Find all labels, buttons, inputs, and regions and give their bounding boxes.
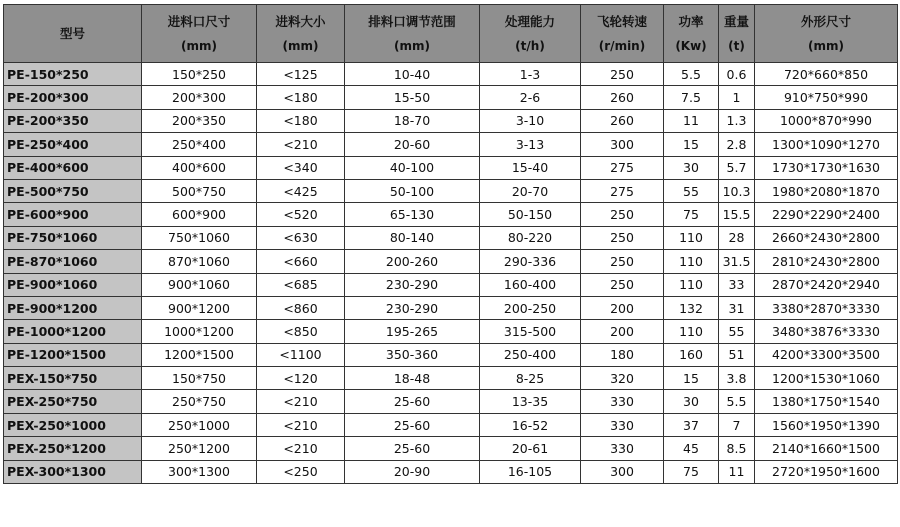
cell-discharge-range: 40-100 <box>345 156 480 179</box>
cell-feed-opening: 150*250 <box>142 63 257 86</box>
cell-feed-size: <250 <box>257 460 345 483</box>
cell-discharge-range: 20-90 <box>345 460 480 483</box>
header-label: 重量 <box>723 13 749 29</box>
cell-weight: 33 <box>719 273 755 296</box>
table-row <box>4 203 898 226</box>
cell-model: PE-600*900 <box>4 203 142 226</box>
cell-dimensions: 4200*3300*3500 <box>755 343 898 366</box>
cell-dimensions: 910*750*990 <box>755 86 898 109</box>
cell-feed-size: <210 <box>257 390 345 413</box>
header-label: 进料大小 <box>275 13 326 29</box>
header-label: 排料口调节范围 <box>368 13 456 29</box>
cell-capacity: 8-25 <box>480 367 581 390</box>
header-capacity <box>480 5 581 63</box>
cell-weight: 11 <box>719 460 755 483</box>
cell-flywheel-speed: 260 <box>581 109 664 132</box>
header-discharge-range <box>345 5 480 63</box>
cell-capacity: 3-10 <box>480 109 581 132</box>
cell-feed-opening: 400*600 <box>142 156 257 179</box>
header-weight <box>719 5 755 63</box>
table-row <box>4 179 898 202</box>
cell-capacity: 160-400 <box>480 273 581 296</box>
cell-weight: 28 <box>719 226 755 249</box>
cell-flywheel-speed: 320 <box>581 367 664 390</box>
header-label: 型号 <box>59 25 85 41</box>
header-row <box>4 5 898 63</box>
cell-discharge-range: 50-100 <box>345 179 480 202</box>
cell-weight: 2.8 <box>719 133 755 156</box>
header-power <box>664 5 719 63</box>
cell-feed-opening: 870*1060 <box>142 250 257 273</box>
cell-flywheel-speed: 330 <box>581 390 664 413</box>
cell-model: PE-750*1060 <box>4 226 142 249</box>
header-unit: (mm) <box>808 38 844 53</box>
cell-discharge-range: 350-360 <box>345 343 480 366</box>
cell-power: 7.5 <box>664 86 719 109</box>
cell-capacity: 13-35 <box>480 390 581 413</box>
cell-weight: 51 <box>719 343 755 366</box>
cell-dimensions: 1000*870*990 <box>755 109 898 132</box>
cell-model: PE-200*300 <box>4 86 142 109</box>
cell-dimensions: 2290*2290*2400 <box>755 203 898 226</box>
header-flywheel-speed <box>581 5 664 63</box>
cell-feed-size: <660 <box>257 250 345 273</box>
cell-model: PE-200*350 <box>4 109 142 132</box>
cell-power: 30 <box>664 390 719 413</box>
cell-flywheel-speed: 250 <box>581 226 664 249</box>
cell-feed-opening: 250*1200 <box>142 437 257 460</box>
table-row <box>4 367 898 390</box>
cell-flywheel-speed: 330 <box>581 437 664 460</box>
header-unit: (mm) <box>181 38 217 53</box>
cell-power: 132 <box>664 296 719 319</box>
cell-capacity: 2-6 <box>480 86 581 109</box>
cell-dimensions: 2810*2430*2800 <box>755 250 898 273</box>
cell-feed-opening: 250*750 <box>142 390 257 413</box>
cell-flywheel-speed: 300 <box>581 133 664 156</box>
cell-flywheel-speed: 300 <box>581 460 664 483</box>
cell-feed-opening: 1200*1500 <box>142 343 257 366</box>
cell-discharge-range: 230-290 <box>345 273 480 296</box>
cell-flywheel-speed: 275 <box>581 156 664 179</box>
cell-capacity: 15-40 <box>480 156 581 179</box>
table-row <box>4 109 898 132</box>
cell-weight: 1.3 <box>719 109 755 132</box>
table-row <box>4 390 898 413</box>
header-unit: (r/min) <box>598 38 646 53</box>
cell-capacity: 20-61 <box>480 437 581 460</box>
cell-dimensions: 2720*1950*1600 <box>755 460 898 483</box>
header-feed-opening <box>142 5 257 63</box>
cell-weight: 1 <box>719 86 755 109</box>
cell-discharge-range: 65-130 <box>345 203 480 226</box>
cell-discharge-range: 18-70 <box>345 109 480 132</box>
cell-power: 11 <box>664 109 719 132</box>
cell-power: 55 <box>664 179 719 202</box>
cell-weight: 5.5 <box>719 390 755 413</box>
cell-feed-opening: 600*900 <box>142 203 257 226</box>
table-row <box>4 250 898 273</box>
cell-discharge-range: 25-60 <box>345 413 480 436</box>
cell-power: 15 <box>664 133 719 156</box>
cell-flywheel-speed: 200 <box>581 296 664 319</box>
cell-feed-size: <120 <box>257 367 345 390</box>
cell-feed-size: <425 <box>257 179 345 202</box>
cell-dimensions: 1300*1090*1270 <box>755 133 898 156</box>
cell-discharge-range: 25-60 <box>345 437 480 460</box>
table-row <box>4 226 898 249</box>
header-label: 功率 <box>678 13 704 29</box>
cell-dimensions: 2660*2430*2800 <box>755 226 898 249</box>
cell-discharge-range: 80-140 <box>345 226 480 249</box>
cell-power: 30 <box>664 156 719 179</box>
cell-dimensions: 2140*1660*1500 <box>755 437 898 460</box>
cell-feed-opening: 900*1060 <box>142 273 257 296</box>
cell-discharge-range: 25-60 <box>345 390 480 413</box>
cell-capacity: 250-400 <box>480 343 581 366</box>
cell-power: 110 <box>664 250 719 273</box>
header-unit: (t/h) <box>515 38 545 53</box>
cell-flywheel-speed: 250 <box>581 63 664 86</box>
cell-flywheel-speed: 330 <box>581 413 664 436</box>
cell-feed-size: <850 <box>257 320 345 343</box>
cell-weight: 55 <box>719 320 755 343</box>
cell-model: PE-1000*1200 <box>4 320 142 343</box>
crusher-spec-table <box>3 4 898 484</box>
cell-model: PE-150*250 <box>4 63 142 86</box>
cell-feed-opening: 900*1200 <box>142 296 257 319</box>
table-row <box>4 296 898 319</box>
cell-power: 75 <box>664 203 719 226</box>
cell-feed-opening: 150*750 <box>142 367 257 390</box>
cell-dimensions: 1560*1950*1390 <box>755 413 898 436</box>
header-model <box>4 5 142 63</box>
cell-model: PEX-300*1300 <box>4 460 142 483</box>
cell-flywheel-speed: 250 <box>581 250 664 273</box>
cell-dimensions: 720*660*850 <box>755 63 898 86</box>
cell-discharge-range: 230-290 <box>345 296 480 319</box>
table-header <box>4 5 898 63</box>
cell-flywheel-speed: 180 <box>581 343 664 366</box>
cell-model: PE-250*400 <box>4 133 142 156</box>
table-row <box>4 273 898 296</box>
cell-model: PEX-150*750 <box>4 367 142 390</box>
table-row <box>4 437 898 460</box>
table-row <box>4 460 898 483</box>
header-unit: (Kw) <box>675 38 707 53</box>
cell-model: PE-900*1200 <box>4 296 142 319</box>
table-body <box>4 63 898 484</box>
header-label: 处理能力 <box>504 13 555 29</box>
cell-feed-size: <685 <box>257 273 345 296</box>
cell-capacity: 315-500 <box>480 320 581 343</box>
table-row <box>4 133 898 156</box>
table-row <box>4 86 898 109</box>
table-row <box>4 63 898 86</box>
cell-model: PE-900*1060 <box>4 273 142 296</box>
cell-feed-opening: 1000*1200 <box>142 320 257 343</box>
cell-capacity: 16-52 <box>480 413 581 436</box>
cell-dimensions: 3380*2870*3330 <box>755 296 898 319</box>
cell-feed-size: <630 <box>257 226 345 249</box>
cell-feed-size: <520 <box>257 203 345 226</box>
cell-feed-size: <860 <box>257 296 345 319</box>
cell-flywheel-speed: 250 <box>581 203 664 226</box>
cell-feed-size: <1100 <box>257 343 345 366</box>
header-unit: (t) <box>728 38 745 53</box>
header-label: 进料口尺寸 <box>167 13 231 29</box>
cell-feed-size: <210 <box>257 413 345 436</box>
cell-weight: 8.5 <box>719 437 755 460</box>
table-row <box>4 413 898 436</box>
cell-discharge-range: 195-265 <box>345 320 480 343</box>
cell-feed-opening: 500*750 <box>142 179 257 202</box>
cell-dimensions: 1200*1530*1060 <box>755 367 898 390</box>
cell-dimensions: 1380*1750*1540 <box>755 390 898 413</box>
cell-capacity: 200-250 <box>480 296 581 319</box>
spec-table-wrapper <box>3 4 897 484</box>
cell-power: 160 <box>664 343 719 366</box>
cell-power: 110 <box>664 273 719 296</box>
cell-power: 37 <box>664 413 719 436</box>
cell-discharge-range: 15-50 <box>345 86 480 109</box>
cell-weight: 3.8 <box>719 367 755 390</box>
cell-feed-opening: 200*300 <box>142 86 257 109</box>
cell-weight: 31.5 <box>719 250 755 273</box>
cell-feed-opening: 250*400 <box>142 133 257 156</box>
header-label: 外形尺寸 <box>800 13 851 29</box>
cell-power: 5.5 <box>664 63 719 86</box>
cell-feed-opening: 300*1300 <box>142 460 257 483</box>
header-feed-size <box>257 5 345 63</box>
cell-weight: 5.7 <box>719 156 755 179</box>
table-row <box>4 320 898 343</box>
cell-feed-opening: 250*1000 <box>142 413 257 436</box>
cell-weight: 7 <box>719 413 755 436</box>
cell-power: 75 <box>664 460 719 483</box>
cell-flywheel-speed: 200 <box>581 320 664 343</box>
cell-weight: 10.3 <box>719 179 755 202</box>
cell-discharge-range: 20-60 <box>345 133 480 156</box>
cell-model: PE-400*600 <box>4 156 142 179</box>
cell-weight: 0.6 <box>719 63 755 86</box>
cell-feed-size: <125 <box>257 63 345 86</box>
cell-power: 110 <box>664 226 719 249</box>
cell-capacity: 3-13 <box>480 133 581 156</box>
cell-model: PEX-250*1200 <box>4 437 142 460</box>
cell-model: PEX-250*750 <box>4 390 142 413</box>
header-dimensions <box>755 5 898 63</box>
cell-feed-opening: 200*350 <box>142 109 257 132</box>
cell-feed-size: <340 <box>257 156 345 179</box>
cell-feed-size: <180 <box>257 109 345 132</box>
cell-flywheel-speed: 260 <box>581 86 664 109</box>
cell-discharge-range: 18-48 <box>345 367 480 390</box>
cell-capacity: 50-150 <box>480 203 581 226</box>
cell-feed-opening: 750*1060 <box>142 226 257 249</box>
cell-capacity: 1-3 <box>480 63 581 86</box>
cell-dimensions: 2870*2420*2940 <box>755 273 898 296</box>
cell-feed-size: <180 <box>257 86 345 109</box>
cell-feed-size: <210 <box>257 437 345 460</box>
cell-power: 110 <box>664 320 719 343</box>
cell-model: PE-500*750 <box>4 179 142 202</box>
cell-flywheel-speed: 275 <box>581 179 664 202</box>
cell-discharge-range: 10-40 <box>345 63 480 86</box>
table-row <box>4 156 898 179</box>
cell-flywheel-speed: 250 <box>581 273 664 296</box>
cell-dimensions: 1980*2080*1870 <box>755 179 898 202</box>
cell-power: 45 <box>664 437 719 460</box>
cell-discharge-range: 200-260 <box>345 250 480 273</box>
cell-model: PE-870*1060 <box>4 250 142 273</box>
cell-weight: 31 <box>719 296 755 319</box>
header-unit: (mm) <box>394 38 430 53</box>
cell-capacity: 80-220 <box>480 226 581 249</box>
cell-capacity: 16-105 <box>480 460 581 483</box>
cell-dimensions: 1730*1730*1630 <box>755 156 898 179</box>
cell-model: PEX-250*1000 <box>4 413 142 436</box>
cell-model: PE-1200*1500 <box>4 343 142 366</box>
header-label: 飞轮转速 <box>596 13 647 29</box>
cell-weight: 15.5 <box>719 203 755 226</box>
table-row <box>4 343 898 366</box>
cell-capacity: 290-336 <box>480 250 581 273</box>
header-unit: (mm) <box>282 38 319 53</box>
cell-dimensions: 3480*3876*3330 <box>755 320 898 343</box>
cell-feed-size: <210 <box>257 133 345 156</box>
cell-power: 15 <box>664 367 719 390</box>
cell-capacity: 20-70 <box>480 179 581 202</box>
